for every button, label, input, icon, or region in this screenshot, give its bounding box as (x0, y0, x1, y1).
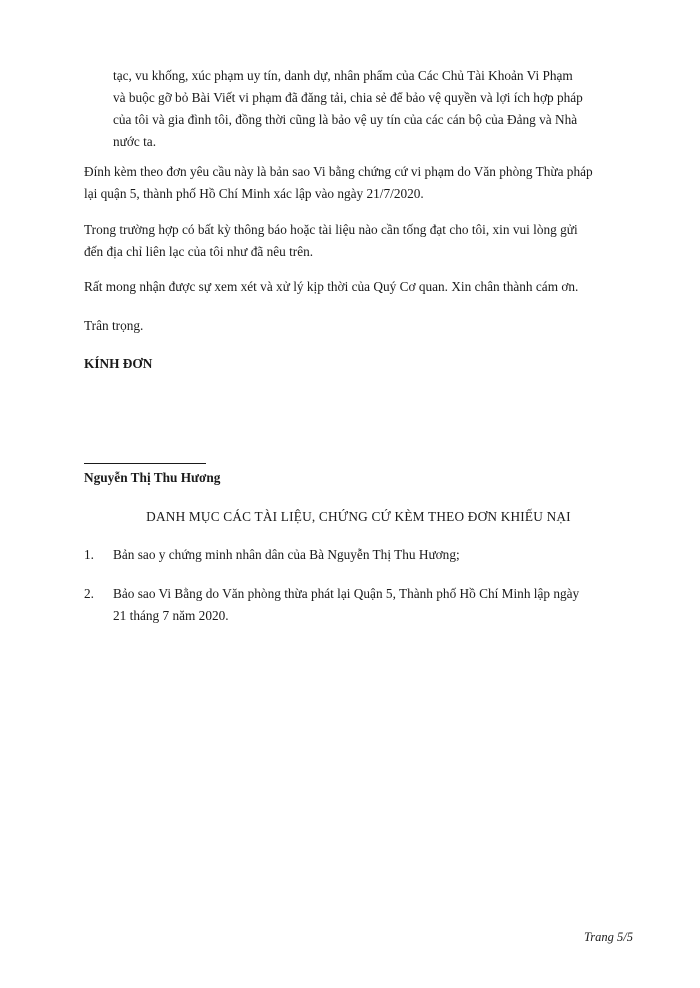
list-item-line: 21 tháng 7 năm 2020. (113, 608, 229, 623)
paragraph-line: của tôi và gia đình tôi, đồng thời cũng là bảo vệ uy tín của các cán bộ của Đảng và Nhà (113, 112, 578, 127)
paragraph-line: Trong trường hợp có bất kỳ thông báo hoặc tài liệu nào cần tống đạt cho tôi, xin vui lòng gửi (84, 222, 578, 237)
paragraph-line: nước ta. (113, 134, 157, 149)
paragraph-line: Rất mong nhận được sự xem xét và xử lý kịp thời của Quý Cơ quan. Xin chân thành cám ơn. (84, 279, 579, 294)
list-item-line: Bản sao y chứng minh nhân dân của Bà Nguyễn Thị Thu Hương; (113, 547, 460, 562)
document-list-title: DANH MỤC CÁC TÀI LIỆU, CHỨNG CỨ KÈM THEO ĐƠN KHIẾU NẠI (146, 509, 571, 524)
list-item-line: Bảo sao Vi Bằng do Văn phòng thừa phát lại Quận 5, Thành phố Hồ Chí Minh lập ngày (113, 586, 580, 601)
paragraph-line: tạc, vu khống, xúc phạm uy tín, danh dự, nhân phẩm của Các Chủ Tài Khoản Vi Phạm (113, 68, 573, 83)
paragraph-line: lại quận 5, thành phố Hồ Chí Minh xác lập vào ngày 21/7/2020. (84, 186, 424, 201)
regards-line (84, 315, 633, 337)
signature-line (84, 463, 206, 464)
closing-heading: KÍNH ĐƠN (84, 356, 153, 371)
paragraph-line: Trân trọng. (84, 318, 144, 333)
list-item-text (113, 544, 633, 566)
list-item-number: 2. (84, 586, 94, 601)
paragraph-line: Đính kèm theo đơn yêu cầu này là bản sao Vi bằng chứng cứ vi phạm do Văn phòng Thừa pháp (84, 164, 593, 179)
paragraph-line: và buộc gỡ bỏ Bài Viết vi phạm đã đăng tải, chia sẻ để bảo vệ quyền và lợi ích hợp pháp (113, 90, 583, 105)
list-item-text (113, 583, 633, 627)
thanks-paragraph (84, 276, 633, 298)
continuation-paragraph (113, 65, 633, 153)
contact-paragraph (84, 219, 633, 263)
signer-name: Nguyễn Thị Thu Hương (84, 470, 221, 485)
paragraph-line: đến địa chỉ liên lạc của tôi như đã nêu trên. (84, 244, 314, 259)
page-number: Trang 5/5 (584, 930, 633, 944)
list-item-number: 1. (84, 547, 94, 562)
attachment-paragraph (84, 161, 633, 205)
